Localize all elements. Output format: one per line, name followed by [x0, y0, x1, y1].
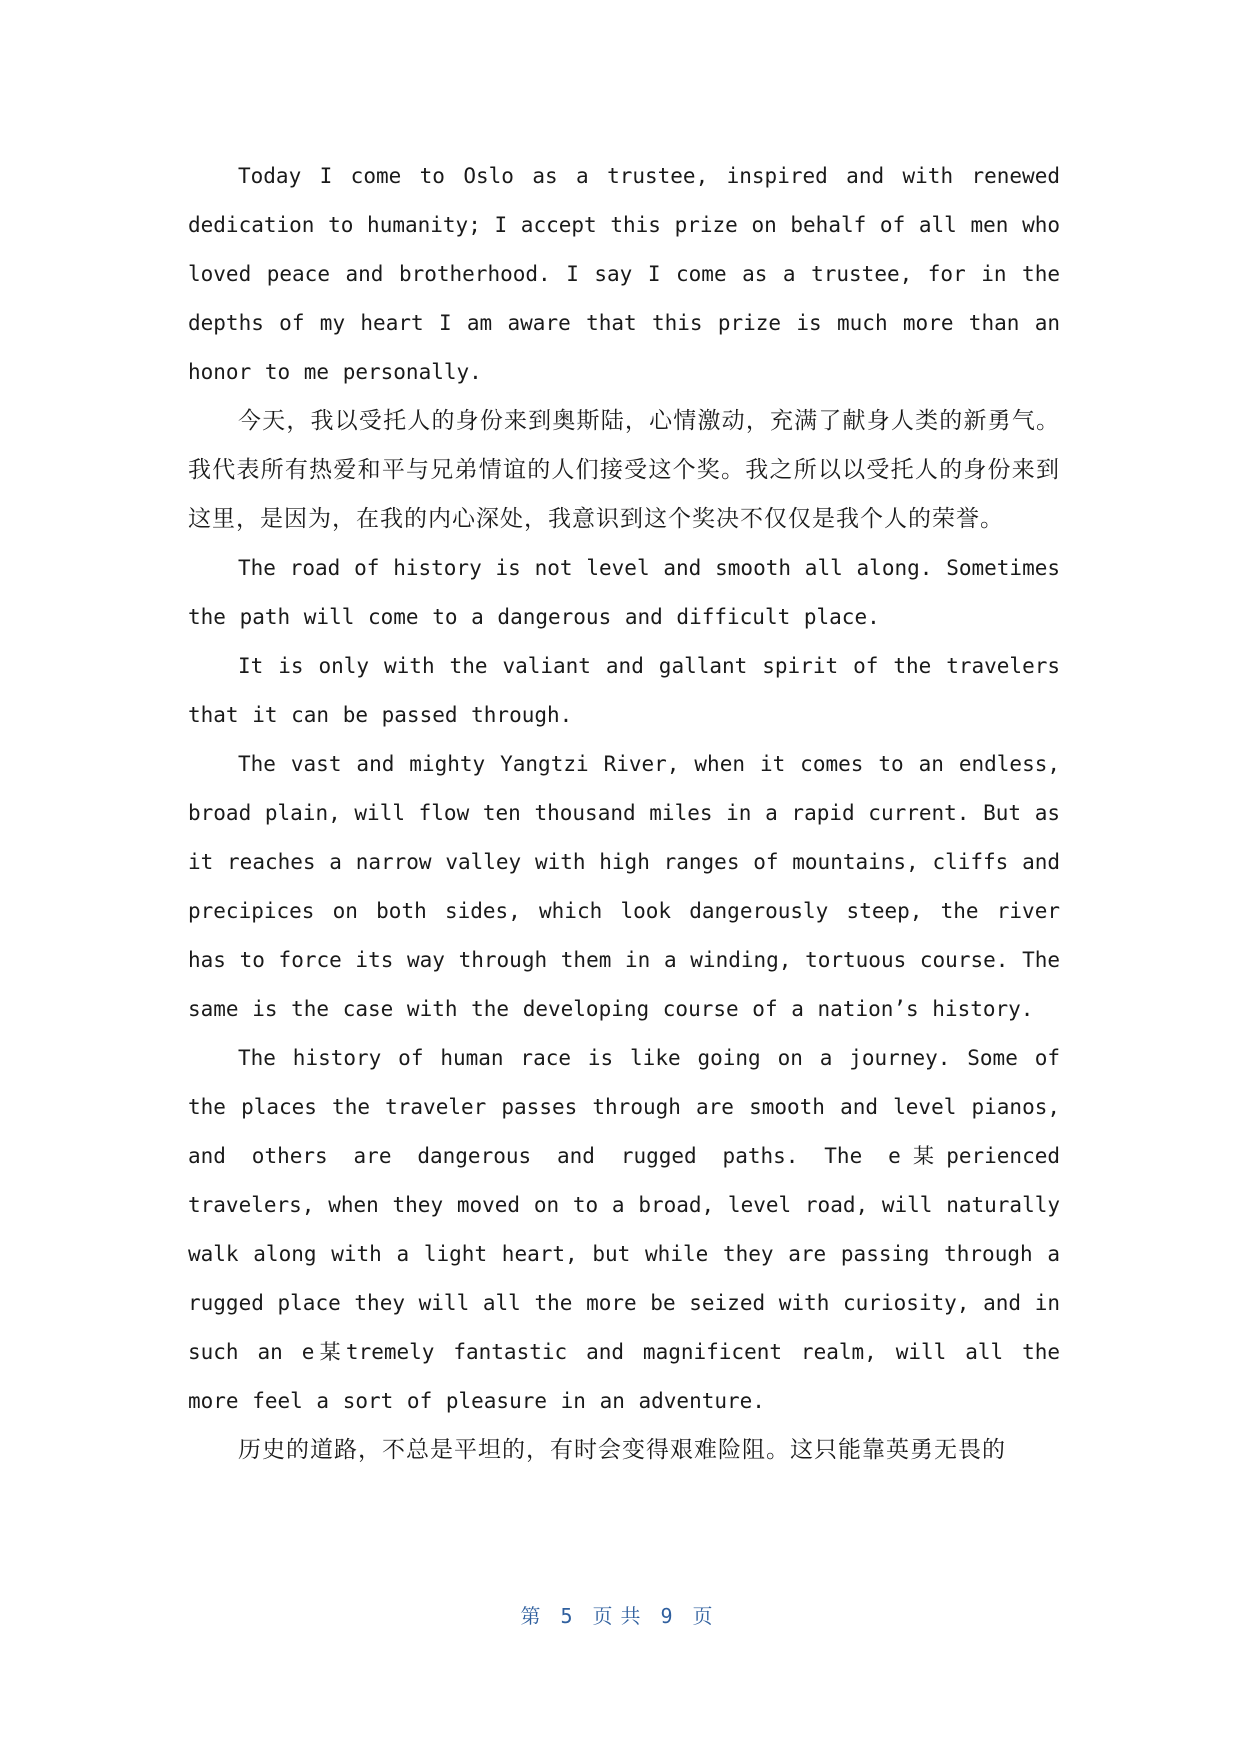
body-text: [188, 152, 1060, 1475]
paragraph-5-en: The vast and mighty Yangtzi River, when it comes to an endless, broad plain, will flow ten thousand miles in a rapid current. But as it reaches a narrow valley with high ranges of mountains, cliffs and precipices on both sides, which look dangerously steep, the river has to force its way through them in a winding, tortuous course. The same is the case with the developing course of a nation’s history.: [188, 752, 1060, 1021]
page-footer: [0, 1600, 1241, 1629]
paragraph-1-en: Today I come to Oslo as a trustee, inspired and with renewed dedication to humanity; I accept this prize on behalf of all men who loved peace and brotherhood. I say I come as a trustee, for in the depths of my heart I am aware that this prize is much more than an honor to me personally.: [188, 164, 1060, 384]
paragraph-7-zh: 历史的道路，不总是平坦的，有时会变得艰难险阻。这只能靠英勇无畏的: [238, 1437, 1006, 1463]
paragraph-6-en: The history of human race is like going on a journey. Some of the places the traveler passes through are smooth and level pianos, and others are dangerous and rugged paths. The e某perienced travelers, when they moved on to a broad, level road, will naturally walk along with a light heart, but while they are passing through a rugged place they will all the more be seized with curiosity, and in such an e某tremely fantastic and magnificent realm, will all the more feel a sort of pleasure in an adventure.: [188, 1046, 1060, 1413]
footer-total-pages: 9: [660, 1604, 681, 1628]
paragraph-2-zh: 今天，我以受托人的身份来到奥斯陆，心情激动，充满了献身人类的新勇气。我代表所有热爱和平与兄弟情谊的人们接受这个奖。我之所以以受托人的身份来到这里，是因为，在我的内心深处，我意识到这个奖决不仅仅是我个人的荣誉。: [188, 408, 1060, 532]
paragraph-4-en: It is only with the valiant and gallant spirit of the travelers that it can be passed through.: [188, 654, 1060, 727]
paragraph-3-en: The road of history is not level and smooth all along. Sometimes the path will come to a dangerous and difficult place.: [188, 556, 1060, 629]
footer-prefix: 第: [520, 1604, 549, 1628]
footer-middle: 页共: [592, 1604, 649, 1628]
footer-suffix: 页: [692, 1604, 721, 1628]
footer-page-number: 5: [560, 1604, 581, 1628]
